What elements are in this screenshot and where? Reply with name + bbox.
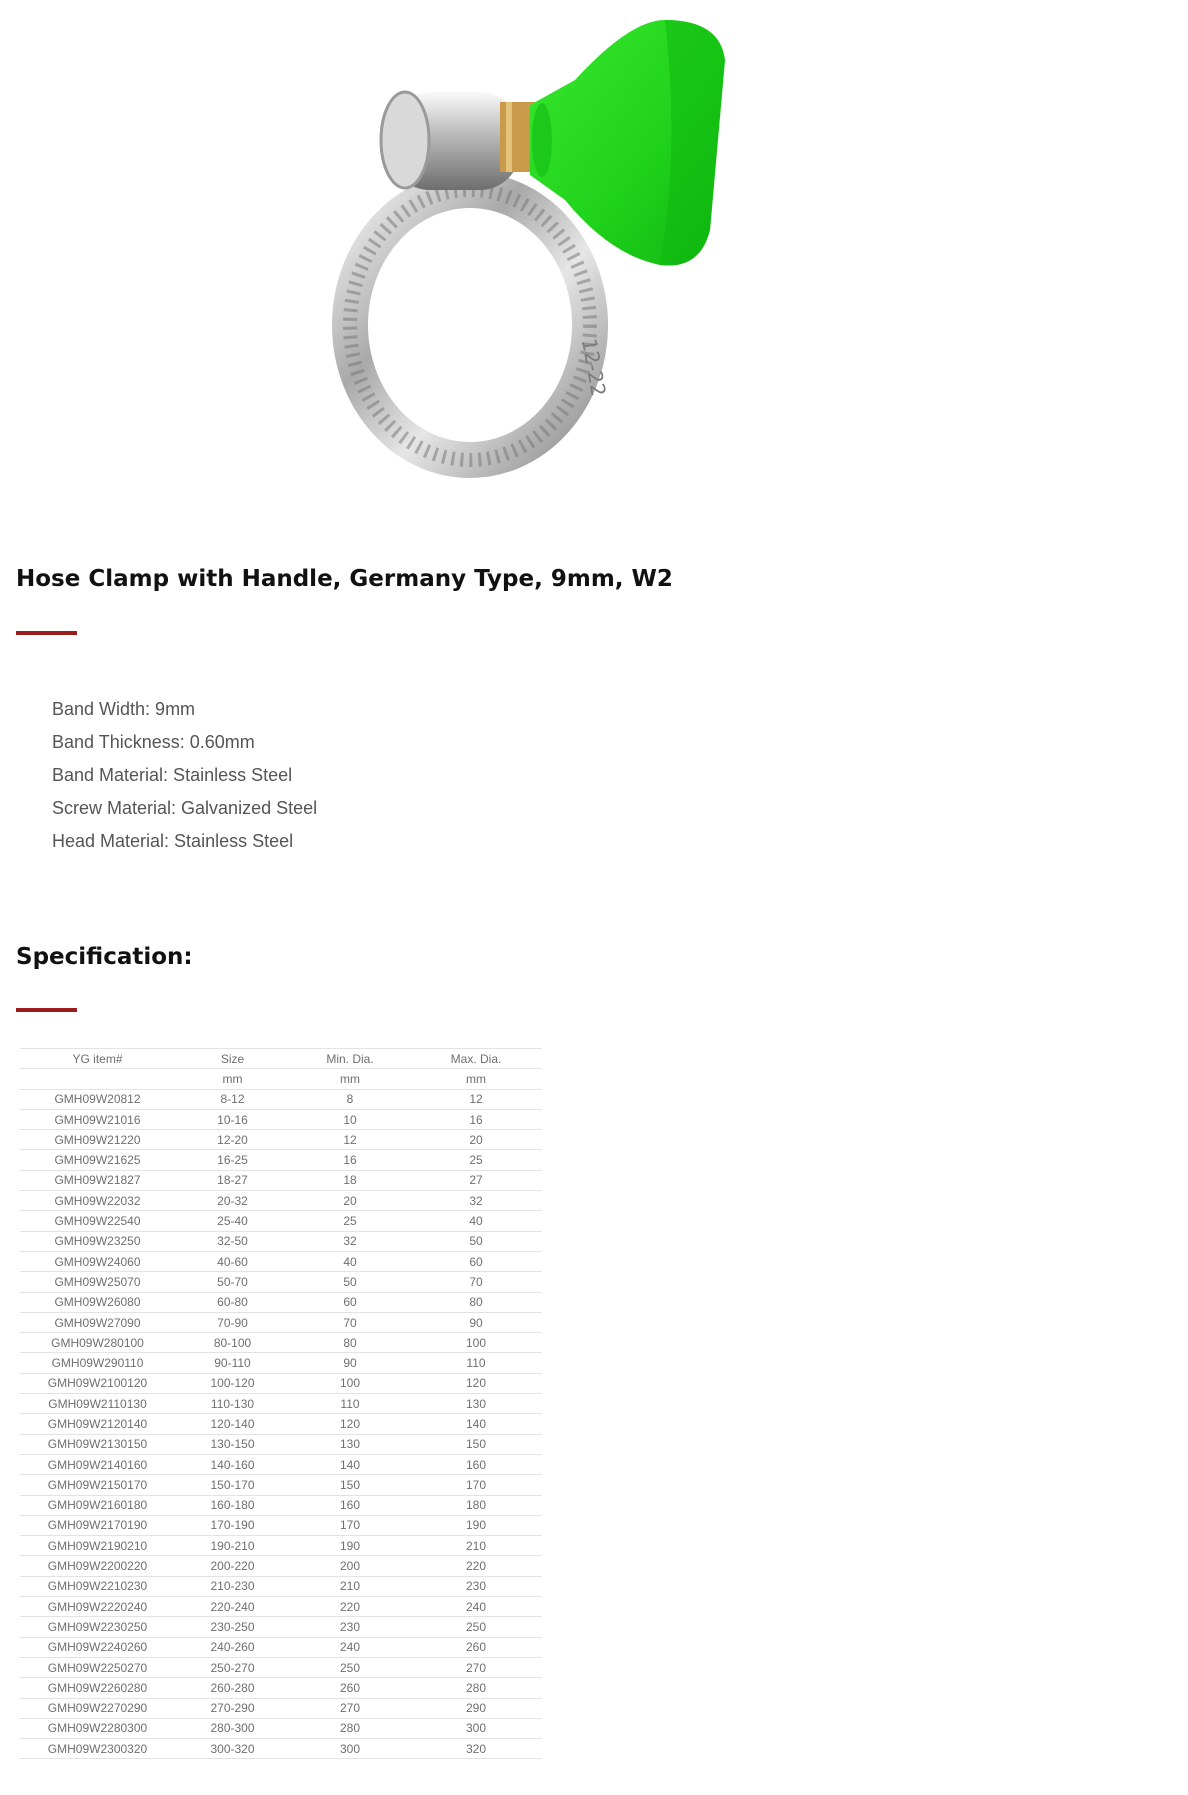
- min-dia-cell: 190: [290, 1536, 410, 1556]
- item-cell: GMH09W27090: [20, 1312, 175, 1332]
- max-dia-cell: 20: [410, 1130, 542, 1150]
- table-row: [20, 1109, 542, 1129]
- table-row: [20, 1394, 542, 1414]
- property-band-material: Band Material: Stainless Steel: [52, 765, 293, 785]
- max-dia-cell: 160: [410, 1454, 542, 1474]
- min-dia-cell: 18: [290, 1170, 410, 1190]
- max-dia-cell: 27: [410, 1170, 542, 1190]
- max-dia-cell: 32: [410, 1191, 542, 1211]
- item-cell: GMH09W2220240: [20, 1597, 175, 1617]
- table-row: [20, 1170, 542, 1190]
- item-cell: GMH09W21827: [20, 1170, 175, 1190]
- min-dia-cell: 90: [290, 1353, 410, 1373]
- min-dia-cell: 260: [290, 1678, 410, 1698]
- item-cell: GMH09W26080: [20, 1292, 175, 1312]
- property-head-material: Head Material: Stainless Steel: [52, 831, 294, 851]
- max-dia-cell: 320: [410, 1739, 542, 1759]
- table-row: [20, 1130, 542, 1150]
- size-cell: 70-90: [175, 1312, 290, 1332]
- table-row: [20, 1251, 542, 1271]
- min-dia-cell: 80: [290, 1333, 410, 1353]
- size-cell: Size: [175, 1049, 290, 1069]
- size-cell: 120-140: [175, 1414, 290, 1434]
- table-row: [20, 1333, 542, 1353]
- table-row: [20, 1272, 542, 1292]
- max-dia-cell: 90: [410, 1312, 542, 1332]
- min-dia-cell: 20: [290, 1191, 410, 1211]
- item-cell: GMH09W2130150: [20, 1434, 175, 1454]
- max-dia-cell: 190: [410, 1515, 542, 1535]
- max-dia-cell: 12: [410, 1089, 542, 1109]
- item-cell: GMH09W2210230: [20, 1576, 175, 1596]
- item-cell: GMH09W290110: [20, 1353, 175, 1373]
- max-dia-cell: 290: [410, 1698, 542, 1718]
- table-row: [20, 1150, 542, 1170]
- min-dia-cell: 60: [290, 1292, 410, 1312]
- table-row: [20, 1515, 542, 1535]
- size-cell: 100-120: [175, 1373, 290, 1393]
- max-dia-cell: 70: [410, 1272, 542, 1292]
- size-cell: 240-260: [175, 1637, 290, 1657]
- max-dia-cell: 270: [410, 1657, 542, 1677]
- title-underline: [16, 631, 77, 635]
- size-cell: 170-190: [175, 1515, 290, 1535]
- min-dia-cell: 220: [290, 1597, 410, 1617]
- item-cell: [20, 1069, 175, 1089]
- size-cell: 230-250: [175, 1617, 290, 1637]
- table-row: [20, 1657, 542, 1677]
- max-dia-cell: 180: [410, 1495, 542, 1515]
- product-title: Hose Clamp with Handle, Germany Type, 9mm, W2: [16, 566, 673, 592]
- item-cell: GMH09W2160180: [20, 1495, 175, 1515]
- band-marking: 12-22: [577, 336, 611, 399]
- max-dia-cell: 40: [410, 1211, 542, 1231]
- max-dia-cell: 110: [410, 1353, 542, 1373]
- item-cell: GMH09W2100120: [20, 1373, 175, 1393]
- min-dia-cell: 16: [290, 1150, 410, 1170]
- min-dia-cell: 170: [290, 1515, 410, 1535]
- item-cell: GMH09W22032: [20, 1191, 175, 1211]
- min-dia-cell: 32: [290, 1231, 410, 1251]
- max-dia-cell: Max. Dia.: [410, 1049, 542, 1069]
- size-cell: 8-12: [175, 1089, 290, 1109]
- table-row: [20, 1191, 542, 1211]
- min-dia-cell: mm: [290, 1069, 410, 1089]
- size-cell: 25-40: [175, 1211, 290, 1231]
- max-dia-cell: 50: [410, 1231, 542, 1251]
- max-dia-cell: 230: [410, 1576, 542, 1596]
- max-dia-cell: 240: [410, 1597, 542, 1617]
- size-cell: 20-32: [175, 1191, 290, 1211]
- min-dia-cell: 250: [290, 1657, 410, 1677]
- size-cell: 270-290: [175, 1698, 290, 1718]
- size-cell: 80-100: [175, 1333, 290, 1353]
- item-cell: YG item#: [20, 1049, 175, 1069]
- item-cell: GMH09W2150170: [20, 1475, 175, 1495]
- min-dia-cell: Min. Dia.: [290, 1049, 410, 1069]
- table-row: [20, 1576, 542, 1596]
- size-cell: 210-230: [175, 1576, 290, 1596]
- table-row: [20, 1739, 542, 1759]
- min-dia-cell: 10: [290, 1109, 410, 1129]
- item-cell: GMH09W2280300: [20, 1718, 175, 1738]
- size-cell: 260-280: [175, 1678, 290, 1698]
- product-properties: [52, 693, 317, 858]
- hose-clamp-illustration: [330, 0, 850, 480]
- item-cell: GMH09W2200220: [20, 1556, 175, 1576]
- table-row: [20, 1597, 542, 1617]
- item-cell: GMH09W21220: [20, 1130, 175, 1150]
- item-cell: GMH09W2140160: [20, 1454, 175, 1474]
- specification-heading: Specification:: [16, 944, 193, 970]
- max-dia-cell: 100: [410, 1333, 542, 1353]
- size-cell: 50-70: [175, 1272, 290, 1292]
- size-cell: 220-240: [175, 1597, 290, 1617]
- size-cell: 18-27: [175, 1170, 290, 1190]
- specification-underline: [16, 1008, 77, 1012]
- max-dia-cell: 170: [410, 1475, 542, 1495]
- min-dia-cell: 140: [290, 1454, 410, 1474]
- size-cell: 110-130: [175, 1394, 290, 1414]
- size-cell: 190-210: [175, 1536, 290, 1556]
- size-cell: 150-170: [175, 1475, 290, 1495]
- item-cell: GMH09W21625: [20, 1150, 175, 1170]
- min-dia-cell: 200: [290, 1556, 410, 1576]
- min-dia-cell: 270: [290, 1698, 410, 1718]
- size-cell: 60-80: [175, 1292, 290, 1312]
- table-row: [20, 1373, 542, 1393]
- max-dia-cell: 130: [410, 1394, 542, 1414]
- item-cell: GMH09W21016: [20, 1109, 175, 1129]
- max-dia-cell: 220: [410, 1556, 542, 1576]
- item-cell: GMH09W2260280: [20, 1678, 175, 1698]
- item-cell: GMH09W2240260: [20, 1637, 175, 1657]
- min-dia-cell: 300: [290, 1739, 410, 1759]
- min-dia-cell: 110: [290, 1394, 410, 1414]
- size-cell: 10-16: [175, 1109, 290, 1129]
- item-cell: GMH09W24060: [20, 1251, 175, 1271]
- table-row: [20, 1454, 542, 1474]
- min-dia-cell: 240: [290, 1637, 410, 1657]
- property-screw-material: Screw Material: Galvanized Steel: [52, 798, 318, 818]
- property-band-width: Band Width: 9mm: [52, 699, 196, 719]
- size-cell: 140-160: [175, 1454, 290, 1474]
- property-band-thickness: Band Thickness: 0.60mm: [52, 732, 255, 752]
- item-cell: GMH09W280100: [20, 1333, 175, 1353]
- max-dia-cell: 250: [410, 1617, 542, 1637]
- max-dia-cell: 300: [410, 1718, 542, 1738]
- max-dia-cell: mm: [410, 1069, 542, 1089]
- min-dia-cell: 40: [290, 1251, 410, 1271]
- table-row: [20, 1617, 542, 1637]
- item-cell: GMH09W2300320: [20, 1739, 175, 1759]
- size-cell: 160-180: [175, 1495, 290, 1515]
- size-cell: 40-60: [175, 1251, 290, 1271]
- table-row: [20, 1678, 542, 1698]
- min-dia-cell: 120: [290, 1414, 410, 1434]
- item-cell: GMH09W2270290: [20, 1698, 175, 1718]
- size-cell: 130-150: [175, 1434, 290, 1454]
- size-cell: 250-270: [175, 1657, 290, 1677]
- table-row: [20, 1414, 542, 1434]
- table-row: [20, 1637, 542, 1657]
- table-row: [20, 1089, 542, 1109]
- item-cell: GMH09W2120140: [20, 1414, 175, 1434]
- table-row: [20, 1353, 542, 1373]
- min-dia-cell: 25: [290, 1211, 410, 1231]
- table-row: [20, 1536, 542, 1556]
- size-cell: 32-50: [175, 1231, 290, 1251]
- max-dia-cell: 260: [410, 1637, 542, 1657]
- max-dia-cell: 16: [410, 1109, 542, 1129]
- min-dia-cell: 160: [290, 1495, 410, 1515]
- table-row: [20, 1698, 542, 1718]
- table-row: [20, 1718, 542, 1738]
- item-cell: GMH09W2170190: [20, 1515, 175, 1535]
- min-dia-cell: 280: [290, 1718, 410, 1738]
- max-dia-cell: 150: [410, 1434, 542, 1454]
- max-dia-cell: 80: [410, 1292, 542, 1312]
- item-cell: GMH09W22540: [20, 1211, 175, 1231]
- min-dia-cell: 8: [290, 1089, 410, 1109]
- size-cell: 12-20: [175, 1130, 290, 1150]
- item-cell: GMH09W2190210: [20, 1536, 175, 1556]
- table-header-row: [20, 1049, 542, 1069]
- table-row: [20, 1475, 542, 1495]
- size-cell: 280-300: [175, 1718, 290, 1738]
- table-row: [20, 1231, 542, 1251]
- max-dia-cell: 140: [410, 1414, 542, 1434]
- size-cell: 90-110: [175, 1353, 290, 1373]
- min-dia-cell: 70: [290, 1312, 410, 1332]
- table-units-row: [20, 1069, 542, 1089]
- table-row: [20, 1211, 542, 1231]
- min-dia-cell: 100: [290, 1373, 410, 1393]
- min-dia-cell: 12: [290, 1130, 410, 1150]
- item-cell: GMH09W2110130: [20, 1394, 175, 1414]
- size-cell: 300-320: [175, 1739, 290, 1759]
- min-dia-cell: 210: [290, 1576, 410, 1596]
- max-dia-cell: 280: [410, 1678, 542, 1698]
- table-row: [20, 1556, 542, 1576]
- table-row: [20, 1292, 542, 1312]
- product-image: [0, 0, 1188, 480]
- specification-table: [20, 1048, 542, 1759]
- item-cell: GMH09W23250: [20, 1231, 175, 1251]
- size-cell: mm: [175, 1069, 290, 1089]
- min-dia-cell: 230: [290, 1617, 410, 1637]
- min-dia-cell: 130: [290, 1434, 410, 1454]
- size-cell: 16-25: [175, 1150, 290, 1170]
- table-row: [20, 1312, 542, 1332]
- item-cell: GMH09W2250270: [20, 1657, 175, 1677]
- max-dia-cell: 210: [410, 1536, 542, 1556]
- max-dia-cell: 60: [410, 1251, 542, 1271]
- item-cell: GMH09W2230250: [20, 1617, 175, 1637]
- min-dia-cell: 150: [290, 1475, 410, 1495]
- min-dia-cell: 50: [290, 1272, 410, 1292]
- max-dia-cell: 25: [410, 1150, 542, 1170]
- max-dia-cell: 120: [410, 1373, 542, 1393]
- table-row: [20, 1434, 542, 1454]
- size-cell: 200-220: [175, 1556, 290, 1576]
- table-row: [20, 1495, 542, 1515]
- item-cell: GMH09W25070: [20, 1272, 175, 1292]
- item-cell: GMH09W20812: [20, 1089, 175, 1109]
